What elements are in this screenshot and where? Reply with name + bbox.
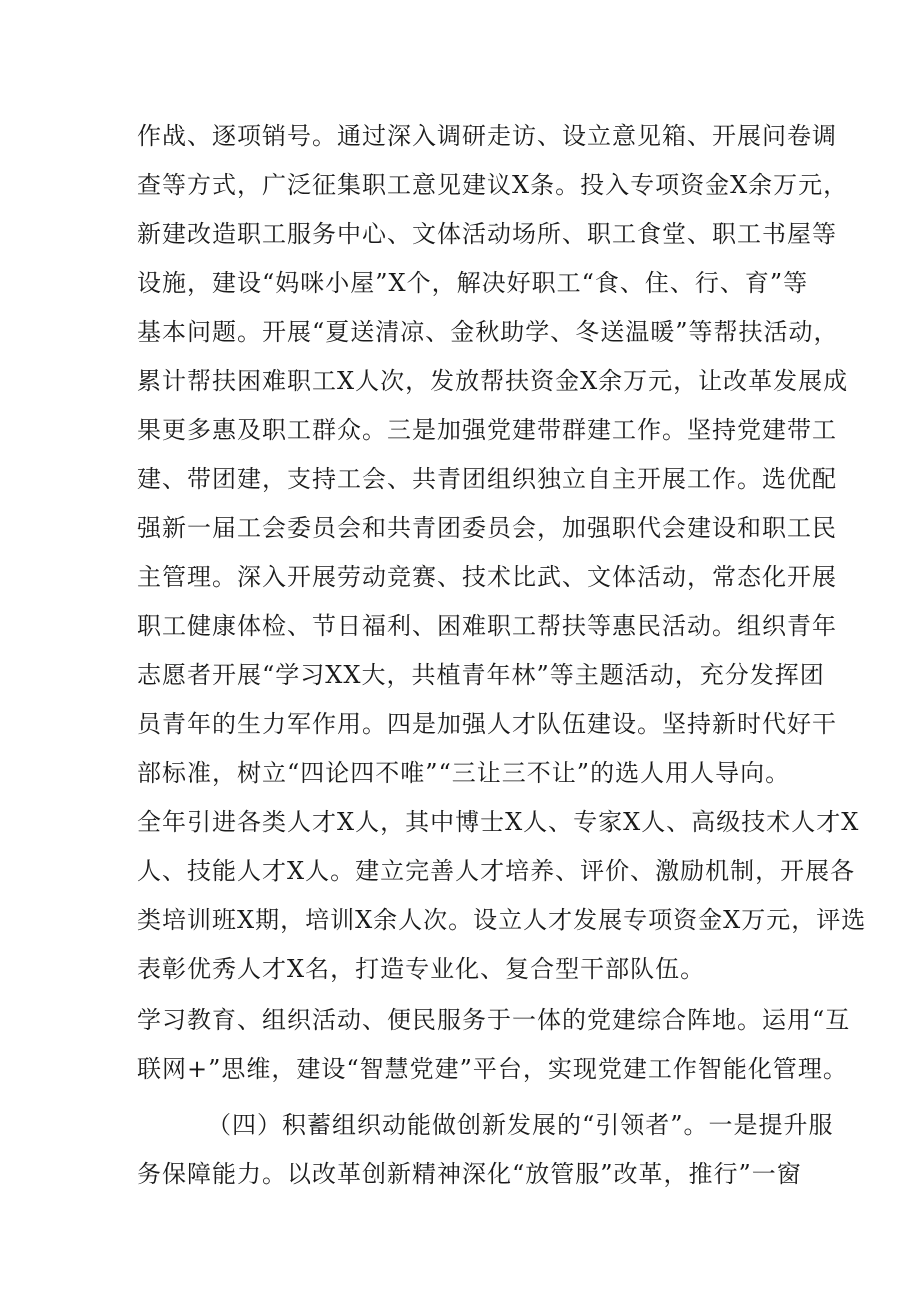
text-line: 人、技能人才X人。建立完善人才培养、评价、激励机制，开展各 xyxy=(137,857,856,885)
text-line: 强新一届工会委员会和共青团委员会，加强职代会建设和职工民 xyxy=(137,514,837,542)
text-line: 部标准，树立“四论四不唯”“三让三不让”的选人用人导向。 xyxy=(137,759,791,787)
text-line: 基本问题。开展“夏送清凉、金秋助学、冬送温暖”等帮扶活动， xyxy=(137,318,839,346)
text-line: 设施，建设“妈咪小屋”X个，解决好职工“食、住、行、育”等 xyxy=(137,269,809,297)
text-line: 联网+”思维，建设“智慧党建”平台，实现党建工作智能化管理。 xyxy=(137,1055,848,1083)
text-line: 果更多惠及职工群众。三是加强党建带群建工作。坚持党建带工 xyxy=(137,416,837,444)
text-line: 全年引进各类人才X人，其中博士X人、专家X人、高级技术人才X xyxy=(137,808,860,836)
text-line: 职工健康体检、节日福利、困难职工帮扶等惠民活动。组织青年 xyxy=(137,612,837,640)
text-line: 学习教育、组织活动、便民服务于一体的党建综合阵地。运用“互 xyxy=(137,1006,851,1034)
text-line: 作战、逐项销号。通过深入调研走访、设立意见箱、开展问卷调 xyxy=(137,122,837,150)
text-line: 建、带团建，支持工会、共青团组织独立自主开展工作。选优配 xyxy=(137,465,837,493)
text-line: 表彰优秀人才X名，打造专业化、复合型干部队伍。 xyxy=(137,955,706,983)
text-line: 务保障能力。以改革创新精神深化“放管服”改革，推行”一窗 xyxy=(137,1160,802,1188)
text-line: 志愿者开展“学习XX大，共植青年林”等主题活动，充分发挥团 xyxy=(137,661,825,689)
text-line: 员青年的生力军作用。四是加强人才队伍建设。坚持新时代好干 xyxy=(137,710,837,738)
text-line: 类培训班X期，培训X余人次。设立人才发展专项资金X万元，评选 xyxy=(137,906,867,934)
text-line: 新建改造职工服务中心、文体活动场所、职工食堂、职工书屋等 xyxy=(137,220,837,248)
text-line: 累计帮扶困难职工X人次，发放帮扶资金X余万元，让改革发展成 xyxy=(137,367,849,395)
section-heading-line: （四）积蓄组织动能做创新发展的“引领者”。一是提升服 xyxy=(207,1111,834,1139)
text-line: 查等方式，广泛征集职工意见建议X条。投入专项资金X余万元， xyxy=(137,171,849,199)
text-line: 主管理。深入开展劳动竞赛、技术比武、文体活动，常态化开展 xyxy=(137,563,837,591)
